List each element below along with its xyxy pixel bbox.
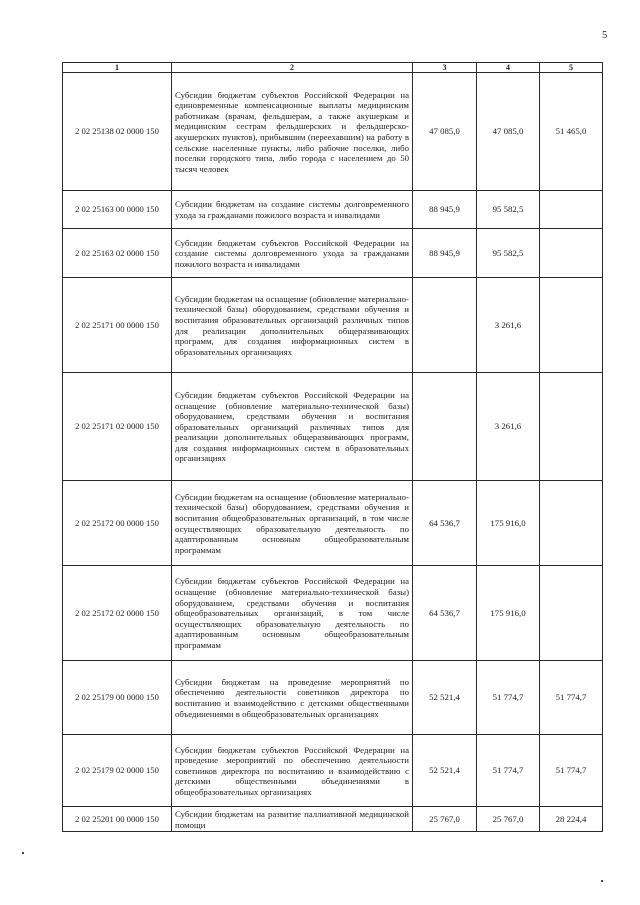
amount-col3: 52 521,4 — [413, 661, 477, 735]
subsidy-description: Субсидии бюджетам на развитие паллиативной медицинской помощи — [172, 807, 413, 832]
table-row — [63, 481, 603, 566]
amount-col3: 25 767,0 — [413, 807, 477, 832]
amount-col5: 28 224,4 — [540, 807, 603, 832]
amount-col5: 51 774,7 — [540, 735, 603, 807]
subsidy-description: Субсидии бюджетам на создание системы долговременного ухода за гражданами пожилого возраста и инвалидами — [172, 191, 413, 229]
subsidy-description: Субсидии бюджетам субъектов Российской Федерации на оснащение (обновление материально-технической базы) оборудованием, средствами обучения и воспитания общеобразовательных организаций, в том числе осуществляющих образовательную деятельность по адаптированным основным общеобразовательным программам — [172, 566, 413, 661]
amount-col3: 88 945,9 — [413, 229, 477, 278]
amount-col4: 175 916,0 — [477, 481, 540, 566]
budget-code: 2 02 25172 02 0000 150 — [63, 566, 172, 661]
amount-col4: 51 774,7 — [477, 735, 540, 807]
budget-code: 2 02 25163 02 0000 150 — [63, 229, 172, 278]
subsidy-description: Субсидии бюджетам субъектов Российской Федерации на создание системы долговременного ухода за гражданами пожилого возраста и инвалидами — [172, 229, 413, 278]
amount-col4: 47 085,0 — [477, 73, 540, 191]
subsidy-description: Субсидии бюджетам на оснащение (обновление материально-технической базы) оборудованием, средствами обучения и воспитания образовательных организаций различных типов для реализации дополнительных общеразвивающих программ, для создания информационных систем в образовательных организациях — [172, 278, 413, 373]
amount-col4: 95 582,5 — [477, 229, 540, 278]
subsidy-description: Субсидии бюджетам субъектов Российской Федерации на оснащение (обновление материально-технической базы) оборудованием, средствами обучения и воспитания образовательных организаций различных типов для реализации дополнительных общеразвивающих программ, для создания информационных систем в образовательных организациях — [172, 373, 413, 481]
column-number: 4 — [477, 63, 540, 73]
amount-col4: 175 916,0 — [477, 566, 540, 661]
amount-col5: 51 774,7 — [540, 661, 603, 735]
subsidy-description: Субсидии бюджетам субъектов Российской Федерации на проведение мероприятий по обеспечению деятельности советников директора по воспитанию и взаимодействию с детскими общественными объединениями в общеобразовательных организациях — [172, 735, 413, 807]
amount-col4: 3 261,6 — [477, 278, 540, 373]
column-number: 5 — [540, 63, 603, 73]
scan-mark — [601, 880, 603, 882]
column-number: 2 — [172, 63, 413, 73]
amount-col5 — [540, 229, 603, 278]
amount-col3: 88 945,9 — [413, 191, 477, 229]
budget-code: 2 02 25179 00 0000 150 — [63, 661, 172, 735]
amount-col5 — [540, 373, 603, 481]
budget-table — [62, 62, 603, 832]
budget-code: 2 02 25171 02 0000 150 — [63, 373, 172, 481]
column-number: 1 — [63, 63, 172, 73]
scan-mark — [22, 852, 24, 854]
column-number-row — [63, 63, 603, 73]
table-row — [63, 229, 603, 278]
amount-col3: 64 536,7 — [413, 566, 477, 661]
table-row — [63, 807, 603, 832]
table-row — [63, 73, 603, 191]
amount-col3: 47 085,0 — [413, 73, 477, 191]
amount-col4: 3 261,6 — [477, 373, 540, 481]
amount-col5 — [540, 481, 603, 566]
budget-code: 2 02 25138 02 0000 150 — [63, 73, 172, 191]
subsidy-description: Субсидии бюджетам на оснащение (обновление материально-технической базы) оборудованием, средствами обучения и воспитания общеобразовательных организаций, в том числе осуществляющих образовательную деятельность по адаптированным основным общеобразовательным программам — [172, 481, 413, 566]
amount-col4: 95 582,5 — [477, 191, 540, 229]
amount-col5 — [540, 191, 603, 229]
budget-code: 2 02 25171 00 0000 150 — [63, 278, 172, 373]
table-row — [63, 373, 603, 481]
amount-col3 — [413, 373, 477, 481]
amount-col4: 25 767,0 — [477, 807, 540, 832]
amount-col3: 52 521,4 — [413, 735, 477, 807]
budget-code: 2 02 25201 00 0000 150 — [63, 807, 172, 832]
table-row — [63, 661, 603, 735]
amount-col5 — [540, 566, 603, 661]
amount-col4: 51 774,7 — [477, 661, 540, 735]
subsidy-description: Субсидии бюджетам субъектов Российской Федерации на единовременные компенсационные выплаты медицинским работникам (врачам, фельдшерам, а также акушеркам и медицинским сестрам фельдшерских и фельдшерско-акушерских пунктов), прибывшим (переехавшим) на работу в сельские населенные пункты, либо рабочие поселки, либо поселки городского типа, либо города с населением до 50 тысяч человек — [172, 73, 413, 191]
amount-col3 — [413, 278, 477, 373]
table-row — [63, 278, 603, 373]
subsidy-description: Субсидии бюджетам на проведение мероприятий по обеспечению деятельности советников директора по воспитанию и взаимодействию с детскими общественными объединениями в общеобразовательных организациях — [172, 661, 413, 735]
table-row — [63, 735, 603, 807]
budget-code: 2 02 25163 00 0000 150 — [63, 191, 172, 229]
budget-code: 2 02 25172 00 0000 150 — [63, 481, 172, 566]
amount-col5: 51 465,0 — [540, 73, 603, 191]
budget-code: 2 02 25179 02 0000 150 — [63, 735, 172, 807]
amount-col5 — [540, 278, 603, 373]
page-number: 5 — [602, 30, 608, 41]
table-row — [63, 566, 603, 661]
column-number: 3 — [413, 63, 477, 73]
table-row — [63, 191, 603, 229]
amount-col3: 64 536,7 — [413, 481, 477, 566]
